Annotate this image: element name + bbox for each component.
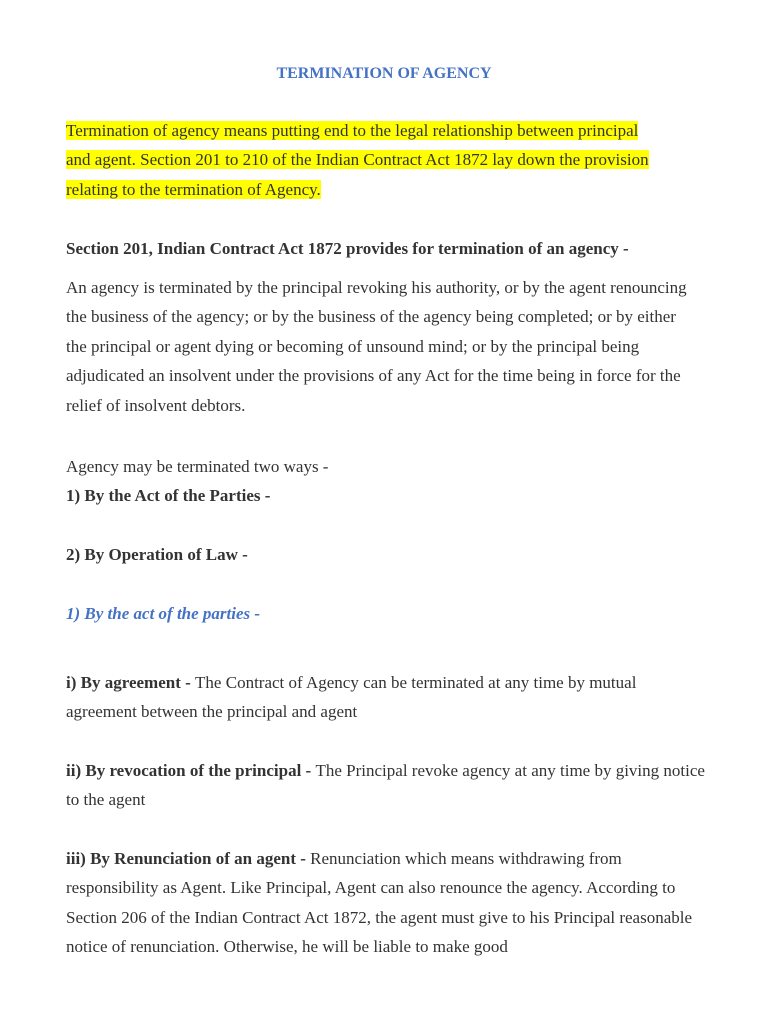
intro-line-2: and agent. Section 201 to 210 of the Indian Contract Act 1872 lay down the provision	[66, 150, 649, 170]
item-agreement-label: i) By agreement -	[66, 673, 196, 692]
item-revocation-label: ii) By revocation of the principal -	[66, 761, 316, 780]
way-1-act-of-parties: 1) By the Act of the Parties -	[66, 486, 271, 505]
item-renunciation	[66, 844, 706, 962]
item-revocation	[66, 756, 706, 815]
item-revocation-text: The Principal revoke agency at any time by giving notice to the agent	[66, 761, 705, 810]
ways-intro: Agency may be terminated two ways -	[66, 457, 329, 476]
section-201-body: An agency is terminated by the principal revoking his authority, or by the agent renouncing the business of the agency; or by the business of the agency being completed; or by either the principal or agent dying or becoming of unsound mind; or by the principal being adjudicated an insolvent under the provisions of any Act for the time being in force for the relief of insolvent debtors.	[66, 278, 687, 415]
document-title: TERMINATION OF AGENCY	[276, 65, 492, 82]
item-renunciation-label: iii) By Renunciation of an agent -	[66, 849, 311, 868]
subheading-act-of-parties: 1) By the act of the parties -	[66, 604, 261, 623]
item-renunciation-text: Renunciation which means withdrawing from responsibility as Agent. Like Principal, Agent can also renounce the agency. According to Section 206 of the Indian Contract Act 1872, the agent must give to his Principal reasonable notice of renunciation. Otherwise, he will be liable to make good	[66, 849, 693, 957]
item-agreement-text: The Contract of Agency can be terminated at any time by mutual agreement between the principal and agent	[66, 673, 637, 722]
item-agreement	[66, 668, 706, 727]
way-2-operation-of-law: 2) By Operation of Law -	[66, 545, 248, 564]
intro-line-3: relating to the termination of Agency.	[66, 179, 321, 199]
intro-line-1: Termination of agency means putting end to the legal relationship between principal	[66, 121, 639, 140]
section-201-heading: Section 201, Indian Contract Act 1872 provides for termination of an agency -	[66, 239, 629, 258]
intro-paragraph	[66, 116, 706, 204]
